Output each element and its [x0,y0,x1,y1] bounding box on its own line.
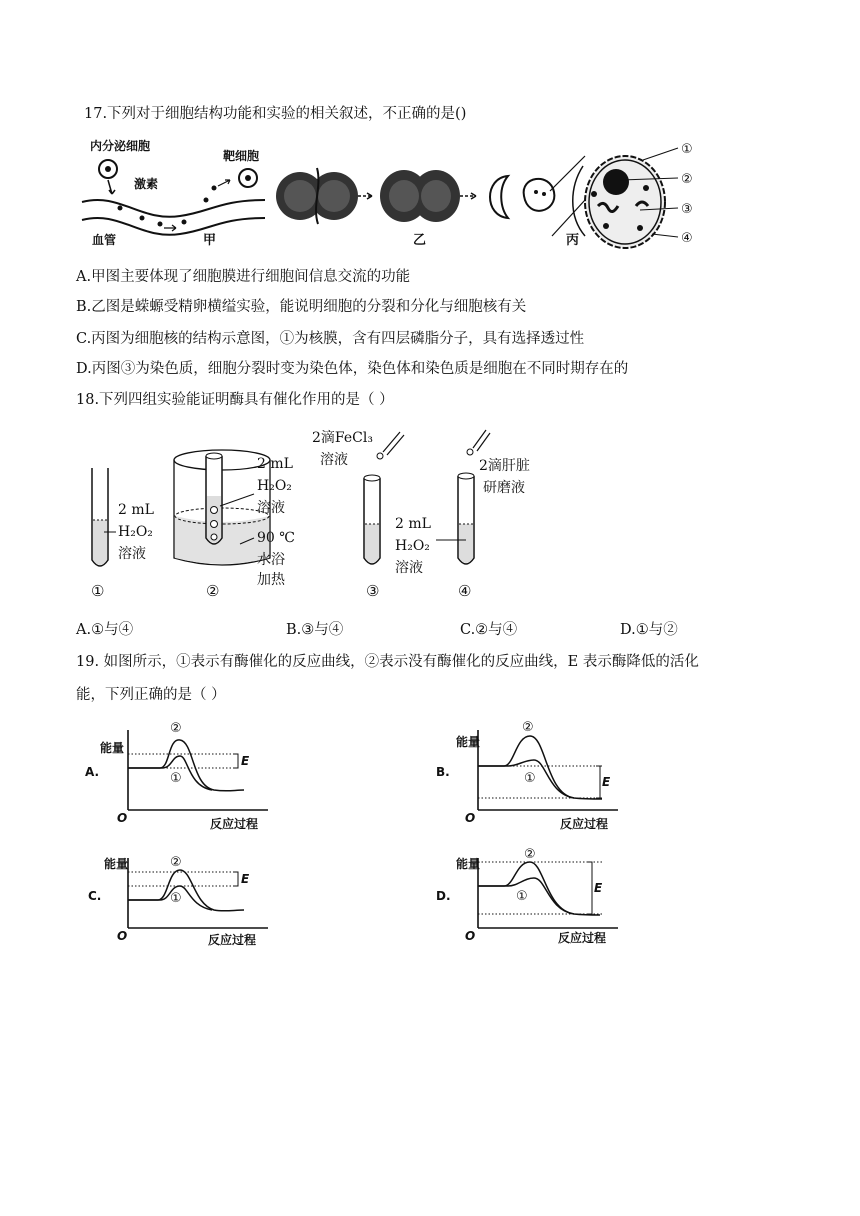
figure-label: 2滴肝脏 [479,458,530,474]
number-4: ④ [458,582,472,600]
q18-option-a: A.①与④ [76,622,134,638]
figure-label: 研磨液 [483,480,525,496]
figure-label: 反应过程 [560,817,609,831]
q18-option-d: D.①与② [620,622,678,638]
figure-label: H₂O₂ [118,524,153,540]
figure-bing [550,142,693,248]
test-tube-4 [436,430,530,600]
number-1: ① [91,582,105,600]
figure-label: ② [522,720,534,735]
number-2: ② [206,582,220,600]
figure-label: ① [524,771,536,786]
caption-yi: 乙 [413,233,427,248]
figure-label: E [594,881,603,895]
q19-graph-d [434,848,634,950]
q19-graph-a [84,714,284,836]
figure-label: B. [436,765,450,779]
figure-label: D. [436,889,451,903]
figure-label: 能量 [456,857,481,871]
figure-label: 能量 [456,735,481,749]
figure-label: ① [516,889,528,904]
figure-label: O [465,811,476,825]
figure-label: 反应过程 [208,933,257,947]
q18-option-b: B.③与④ [286,622,344,638]
figure-label: 2 mL [395,516,431,532]
figure-label: A. [85,765,100,779]
q17-figure [80,136,720,252]
figure-yi [276,168,554,248]
q18-option-c: C.②与④ [460,622,518,638]
figure-label: 溶液 [118,546,146,562]
figure-label: ② [524,848,536,862]
figure-label: 反应过程 [210,817,259,831]
figure-label: ② [170,855,182,870]
figure-label: 反应过程 [558,931,607,945]
marker-1: ① [681,142,693,157]
figure-jia [82,138,265,248]
figure-label: O [117,929,128,943]
figure-label: 溶液 [320,452,348,468]
figure-label: E [602,775,611,789]
figure-label: H₂O₂ [395,538,430,554]
test-tube-1 [91,468,154,600]
vessel-wall-top [82,200,265,217]
figure-label: 能量 [100,741,125,755]
figure-label: 溶液 [395,560,423,576]
figure-label: C. [88,889,102,903]
q19-graph-b [434,714,634,836]
test-tube-3 [312,430,431,600]
figure-label: E [241,872,250,886]
figure-label: 加热 [257,572,285,588]
figure-label: H₂O₂ [257,478,292,494]
label-vessel: 血管 [92,233,117,247]
caption-bing: 丙 [566,233,580,248]
caption-jia: 甲 [203,233,217,248]
q18-stem: 18.下列四组实验能证明酶具有催化作用的是（ ） [76,392,394,408]
figure-label: 2 mL [257,456,293,472]
figure-label: O [117,811,128,825]
figure-label: ① [170,771,182,786]
number-3: ③ [366,582,380,600]
figure-label: E [241,754,250,768]
figure-label: 90 ℃ [257,530,295,546]
figure-label: ① [170,891,182,906]
q17-option-a: A.甲图主要体现了细胞膜进行细胞间信息交流的功能 [76,269,411,285]
figure-label: O [465,929,476,943]
q17-stem: 17.下列对于细胞结构功能和实验的相关叙述，不正确的是() [84,106,467,122]
figure-label: 水浴 [257,552,285,568]
marker-4: ④ [681,231,693,246]
label-hormone: 激素 [134,177,159,191]
label-secretory-cell: 内分泌细胞 [90,139,151,153]
marker-3: ③ [681,202,693,217]
figure-label: 2滴FeCl₃ [312,430,373,446]
figure-label: 2 mL [118,502,154,518]
water-bath-beaker [174,450,295,600]
q19-graph-c [84,848,284,950]
figure-label: 溶液 [257,500,285,516]
figure-label: ② [170,721,182,736]
q18-figure [80,420,560,602]
q19-stem-line2: 能，下列正确的是（ ） [76,687,226,703]
label-target-cell: 靶细胞 [223,149,260,163]
marker-2: ② [681,172,693,187]
q19-stem-line1: 19. 如图所示，①表示有酶催化的反应曲线，②表示没有酶催化的反应曲线，E 表示酶降低的活化 [76,654,699,670]
q17-option-d: D.丙图③为染色质，细胞分裂时变为染色体，染色体和染色质是细胞在不同时期存在的 [76,361,629,377]
figure-label: 能量 [104,857,129,871]
q17-option-b: B.乙图是蝾螈受精卵横缢实验，能说明细胞的分裂和分化与细胞核有关 [76,299,527,315]
q17-option-c: C.丙图为细胞核的结构示意图，①为核膜，含有四层磷脂分子，具有选择透过性 [76,331,585,347]
nucleolus-shape [603,169,629,195]
